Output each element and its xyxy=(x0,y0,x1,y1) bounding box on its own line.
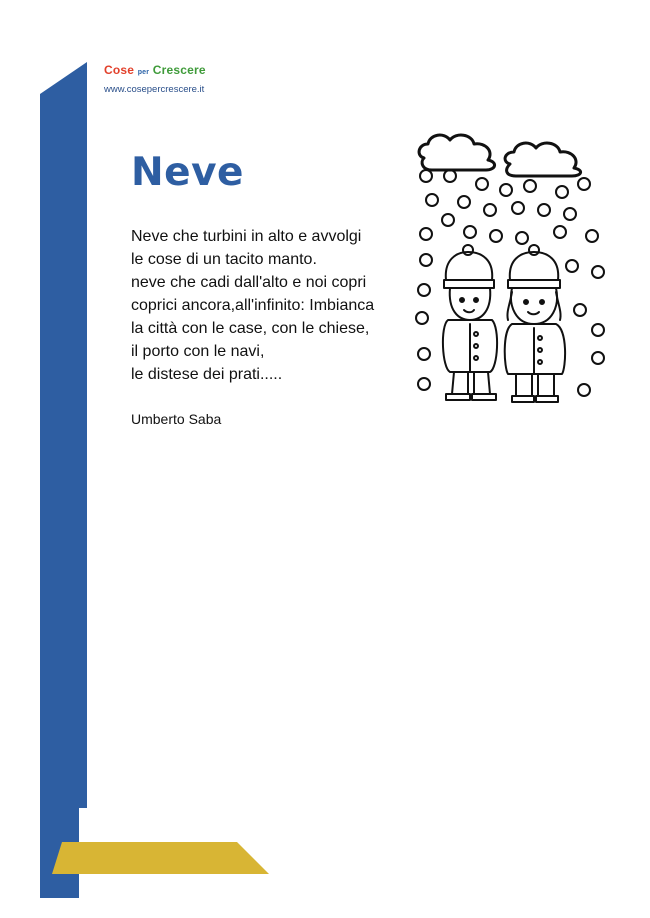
snowflake-icon xyxy=(556,186,568,198)
snowflake-icon xyxy=(592,324,604,336)
snowflake-icon xyxy=(538,204,550,216)
snowflake-icon xyxy=(500,184,512,196)
cloud-icon xyxy=(419,135,495,170)
poem-title: Neve xyxy=(131,150,244,195)
snowflake-icon xyxy=(512,202,524,214)
snow-children-illustration xyxy=(412,128,618,408)
snowflake-icon xyxy=(578,178,590,190)
brand-header xyxy=(104,62,244,95)
logo-part-cose: Cose xyxy=(104,63,135,77)
poem-line: coprici ancora,all'infinito: Imbianca xyxy=(131,297,375,314)
poem-line: Neve che turbini in alto e avvolgi xyxy=(131,228,362,245)
snowflake-icon xyxy=(420,170,432,182)
snowflake-icon xyxy=(418,284,430,296)
brand-logo xyxy=(104,62,244,81)
logo-part-per: per xyxy=(137,69,150,76)
snowflake-icon xyxy=(566,260,578,272)
yellow-frame-strip xyxy=(52,842,269,874)
poem-line: il porto con le navi, xyxy=(131,343,265,360)
snowflake-icon xyxy=(586,230,598,242)
snowflake-icon xyxy=(574,304,586,316)
snowflake-icon xyxy=(420,254,432,266)
poem-line: la città con le case, con le chiese, xyxy=(131,320,370,337)
snowflake-icon xyxy=(524,180,536,192)
snowflake-icon xyxy=(426,194,438,206)
snowflake-icon xyxy=(458,196,470,208)
snowflake-icon xyxy=(516,232,528,244)
brand-url: www.cosepercrescere.it xyxy=(104,84,205,95)
child-icon xyxy=(443,245,497,400)
snowflake-icon xyxy=(490,230,502,242)
logo-part-crescere: Crescere xyxy=(152,63,206,77)
snowflake-icon xyxy=(476,178,488,190)
child-icon xyxy=(505,245,565,402)
snowflake-icon xyxy=(592,352,604,364)
poem-line: le distese dei prati..... xyxy=(131,366,283,383)
poem-author: Umberto Saba xyxy=(131,411,222,427)
snowflake-icon xyxy=(464,226,476,238)
poem-line: neve che cadi dall'alto e noi copri xyxy=(131,274,367,291)
cloud-icon xyxy=(505,143,581,176)
snowflake-icon xyxy=(578,384,590,396)
poem-body xyxy=(131,225,431,386)
snowflake-icon xyxy=(484,204,496,216)
snowflake-icon xyxy=(444,170,456,182)
poem-line: le cose di un tacito manto. xyxy=(131,251,317,268)
snowflake-icon xyxy=(420,228,432,240)
snowflake-icon xyxy=(554,226,566,238)
snowflake-icon xyxy=(442,214,454,226)
snowflake-icon xyxy=(564,208,576,220)
snowflake-icon xyxy=(416,312,428,324)
snowflake-icon xyxy=(592,266,604,278)
blue-frame-band xyxy=(40,62,87,898)
snowflake-icon xyxy=(418,378,430,390)
snowflake-icon xyxy=(418,348,430,360)
